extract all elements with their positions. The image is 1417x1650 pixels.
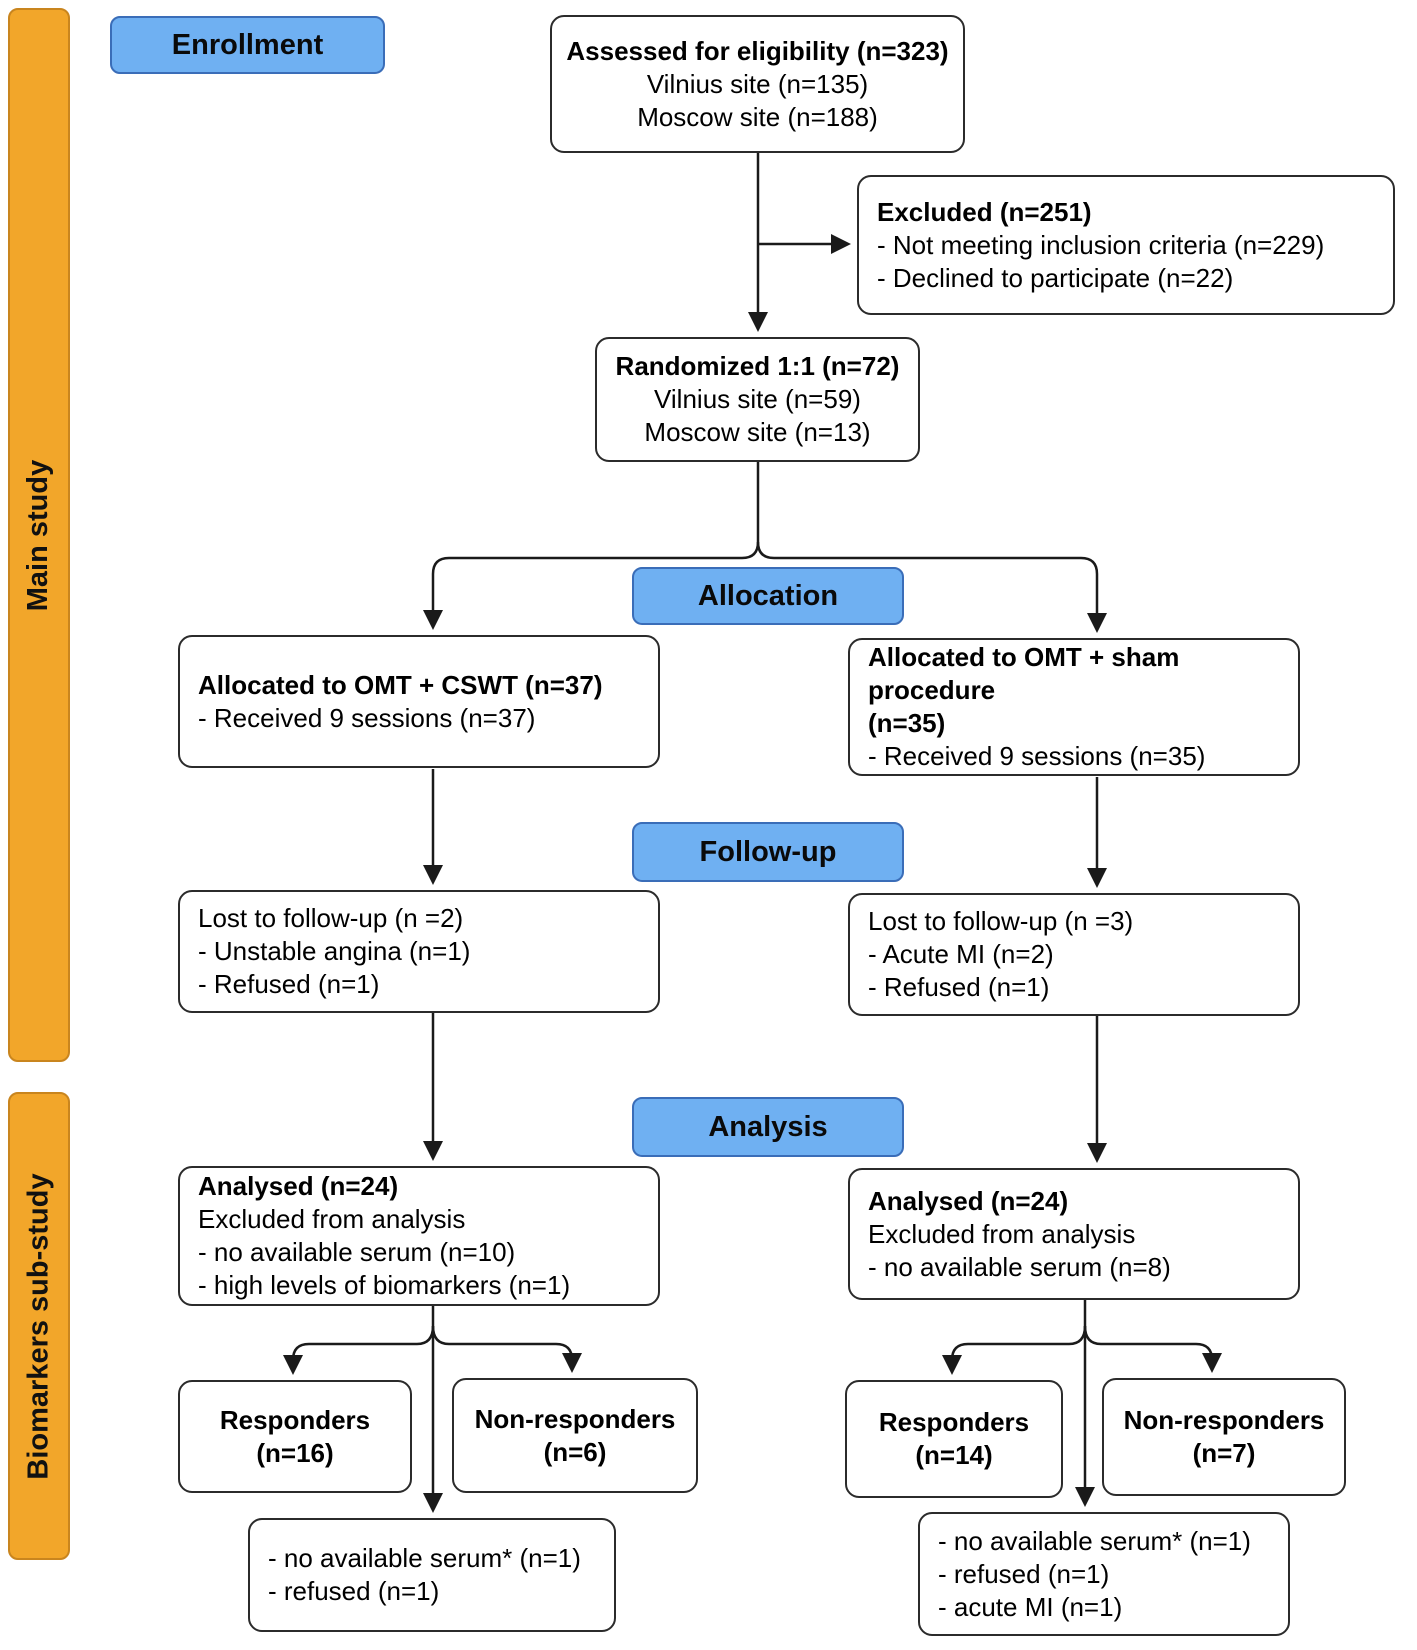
box-line: - Received 9 sessions (n=35) [868, 741, 1206, 771]
sidebar-main-study [8, 8, 70, 1062]
box-line: - high levels of biomarkers (n=1) [198, 1270, 571, 1300]
phase-analysis [632, 1097, 904, 1157]
box-line: - acute MI (n=1) [938, 1591, 1123, 1622]
box-responders-cswt-title: Responders [219, 1404, 371, 1435]
box-line: - Refused (n=1) [198, 969, 380, 999]
box-assessed [550, 15, 965, 153]
phase-enrollment [110, 16, 385, 74]
box-excluded-sub-sham [918, 1512, 1290, 1636]
branch-to-responders-sham [952, 1326, 1085, 1370]
phase-analysis-label: Analysis [708, 1110, 828, 1143]
box-excluded [857, 175, 1395, 315]
box-allocated-sham [848, 638, 1300, 776]
box-line: Excluded from analysis [868, 1218, 1136, 1249]
box-line: - no available serum (n=10) [198, 1237, 516, 1267]
box-assessed-title: Assessed for eligibility (n=323) [566, 35, 949, 66]
box-line: - Refused (n=1) [868, 972, 1050, 1002]
branch-to-responders-cswt [293, 1326, 433, 1370]
box-line: (n=14) [915, 1440, 993, 1470]
phase-allocation [632, 567, 904, 625]
box-lost-cswt [178, 890, 660, 1013]
phase-enrollment-label: Enrollment [171, 28, 324, 61]
box-nonresponders-cswt-title: Non-responders [474, 1403, 676, 1434]
box-allocated-cswt-title: Allocated to OMT + CSWT (n=37) [198, 669, 603, 700]
box-line: - no available serum* (n=1) [268, 1543, 581, 1573]
box-line: - no available serum (n=8) [868, 1251, 1171, 1282]
box-line: Vilnius site (n=135) [646, 68, 869, 99]
sidebar-biomarkers-substudy [8, 1092, 70, 1560]
box-line: - Unstable angina (n=1) [198, 936, 471, 966]
box-line: (n=7) [1192, 1438, 1256, 1468]
box-line: - Not meeting inclusion criteria (n=229) [877, 229, 1325, 260]
phase-allocation-label: Allocation [697, 579, 839, 612]
sidebar-biomarkers-label: Biomarkers sub-study [22, 1172, 55, 1480]
box-line: - Declined to participate (n=22) [877, 262, 1234, 293]
box-allocated-cswt [178, 635, 660, 768]
box-line: (n=16) [256, 1437, 334, 1468]
box-responders-sham [845, 1380, 1063, 1498]
phase-followup [632, 822, 904, 882]
box-analysed-cswt [178, 1166, 660, 1306]
box-line: Lost to follow-up (n =2) [198, 903, 464, 933]
box-nonresponders-cswt [452, 1378, 698, 1493]
box-line: Moscow site (n=188) [637, 101, 878, 132]
phase-followup-label: Follow-up [699, 835, 837, 868]
box-line: Moscow site (n=13) [644, 417, 871, 447]
box-excluded-sub-cswt [248, 1518, 616, 1632]
box-nonresponders-sham-title: Non-responders [1123, 1405, 1325, 1435]
box-analysed-cswt-title: Analysed (n=24) [198, 1171, 399, 1201]
box-allocated-sham-title2: (n=35) [868, 708, 946, 738]
box-randomized-title: Randomized 1:1 (n=72) [615, 351, 900, 381]
box-nonresponders-sham [1102, 1378, 1346, 1496]
box-line: Vilnius site (n=59) [654, 384, 861, 414]
box-line: Lost to follow-up (n =3) [868, 906, 1134, 936]
box-analysed-sham-title: Analysed (n=24) [868, 1185, 1069, 1216]
box-line: Excluded from analysis [198, 1204, 466, 1234]
box-excluded-title: Excluded (n=251) [877, 196, 1092, 227]
box-randomized [595, 337, 920, 462]
box-line: (n=6) [543, 1436, 607, 1467]
box-analysed-sham [848, 1168, 1300, 1300]
branch-to-nonresponders-sham [1085, 1326, 1212, 1368]
box-responders-sham-title: Responders [878, 1407, 1030, 1437]
box-line: - Acute MI (n=2) [868, 939, 1054, 969]
box-line: - Received 9 sessions (n=37) [198, 702, 536, 733]
box-allocated-sham-title: Allocated to OMT + sham procedure [868, 642, 1180, 705]
box-line: - no available serum* (n=1) [938, 1525, 1251, 1556]
branch-to-nonresponders-cswt [433, 1326, 572, 1368]
box-lost-sham [848, 893, 1300, 1016]
box-line: - refused (n=1) [268, 1576, 440, 1606]
sidebar-main-study-label: Main study [22, 459, 55, 611]
box-line: - refused (n=1) [938, 1558, 1110, 1589]
box-responders-cswt [178, 1380, 412, 1493]
